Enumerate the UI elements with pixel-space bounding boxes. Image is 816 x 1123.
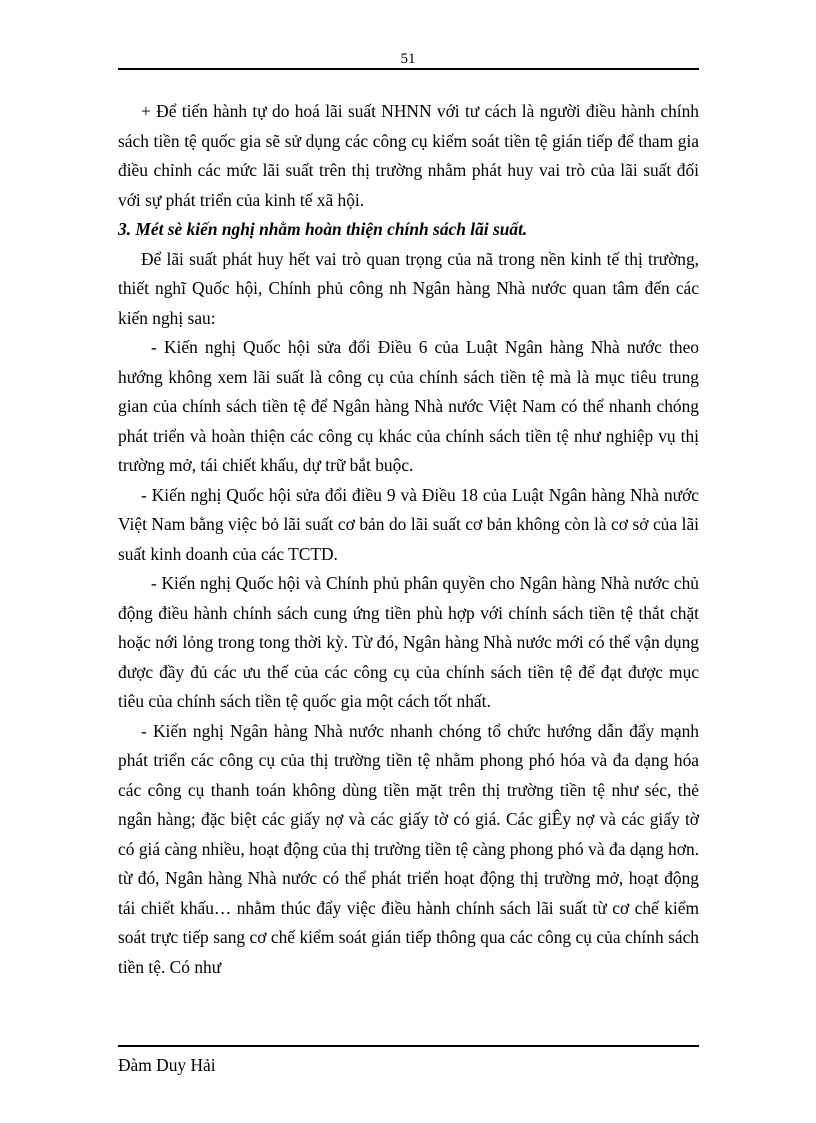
page-number: 51	[400, 51, 416, 67]
paragraph-recommendation-4: - Kiến nghị Ngân hàng Nhà nước nhanh chóng tổ chức hướng dẫn đẩy mạnh phát triển các công cụ của thị trường tiền tệ nhằm phong phó hóa và đa dạng hóa các công cụ thanh toán không dùng tiền mặt trên thị trường tiền tệ như séc, thẻ ngân hàng; đặc biệt các giấy nợ và các giấy tờ có giá. Các giÊy nợ và các giấy tờ có giá càng nhiều, hoạt động của thị trường tiền tệ càng phong phó và đa dạng hơn. từ đó, Ngân hàng Nhà nước có thể phát triển hoạt động thị trường mở, hoạt động tái chiết khấu… nhằm thúc đẩy việc điều hành chính sách lãi suất từ cơ chế kiểm soát trực tiếp sang cơ chế kiểm soát gián tiếp thông qua các công cụ của chính sách tiền tệ. Có như	[118, 720, 699, 977]
document-body	[118, 97, 699, 982]
footer-author: Đàm Duy Hải	[118, 1055, 216, 1075]
paragraph-recommendation-2: - Kiến nghị Quốc hội sửa đổi điều 9 và Điều 18 của Luật Ngân hàng Nhà nước Việt Nam bằng việc bỏ lãi suất cơ bản do lãi suất cơ bản không còn là cơ sở của lãi suất kinh doanh của các TCTD.	[118, 484, 699, 564]
section-heading: 3. Mét sè kiến nghị nhằm hoàn thiện chính sách lãi suất.	[118, 219, 528, 239]
header-rule	[118, 68, 699, 70]
paragraph-recommendation-1: - Kiến nghị Quốc hội sửa đổi Điều 6 của Luật Ngân hàng Nhà nước theo hướng không xem lãi suất là công cụ của chính sách tiền tệ mà là mục tiêu trung gian của chính sách tiền tệ để Ngân hàng Nhà nước Việt Nam có thể nhanh chóng phát triển và hoàn thiện các công cụ khác của chính sách tiền tệ như nghiệp vụ thị trường mở, tái chiết khấu, dự trữ bắt buộc.	[118, 337, 699, 475]
paragraph-intro: Để lãi suất phát huy hết vai trò quan trọng của nã trong nền kinh tế thị trường, thiết nghĩ Quốc hội, Chính phủ công nh Ngân hàng Nhà nước quan tâm đến các kiến nghị sau:	[118, 248, 699, 328]
footer-rule	[118, 1045, 699, 1047]
paragraph-recommendation-3: - Kiến nghị Quốc hội và Chính phủ phân quyền cho Ngân hàng Nhà nước chủ động điều hành chính sách cung ứng tiền phù hợp với chính sách tiền tệ thắt chặt hoặc nới lỏng trong tong thời kỳ. Từ đó, Ngân hàng Nhà nước mới có thể vận dụng được đầy đủ các ưu thế của các công cụ của chính sách tiền tệ để đạt được mục tiêu của chính sách tiền tệ quốc gia một cách tốt nhất.	[118, 573, 699, 711]
paragraph-liberalization-tools: + Để tiến hành tự do hoá lãi suất NHNN với tư cách là người điều hành chính sách tiền tệ quốc gia sẽ sử dụng các công cụ kiểm soát tiền tệ gián tiếp để tham gia điều chỉnh các mức lãi suất trên thị trường nhằm phát huy vai trò của lãi suất đối với sự phát triển của kinh tế xã hội.	[118, 101, 699, 210]
